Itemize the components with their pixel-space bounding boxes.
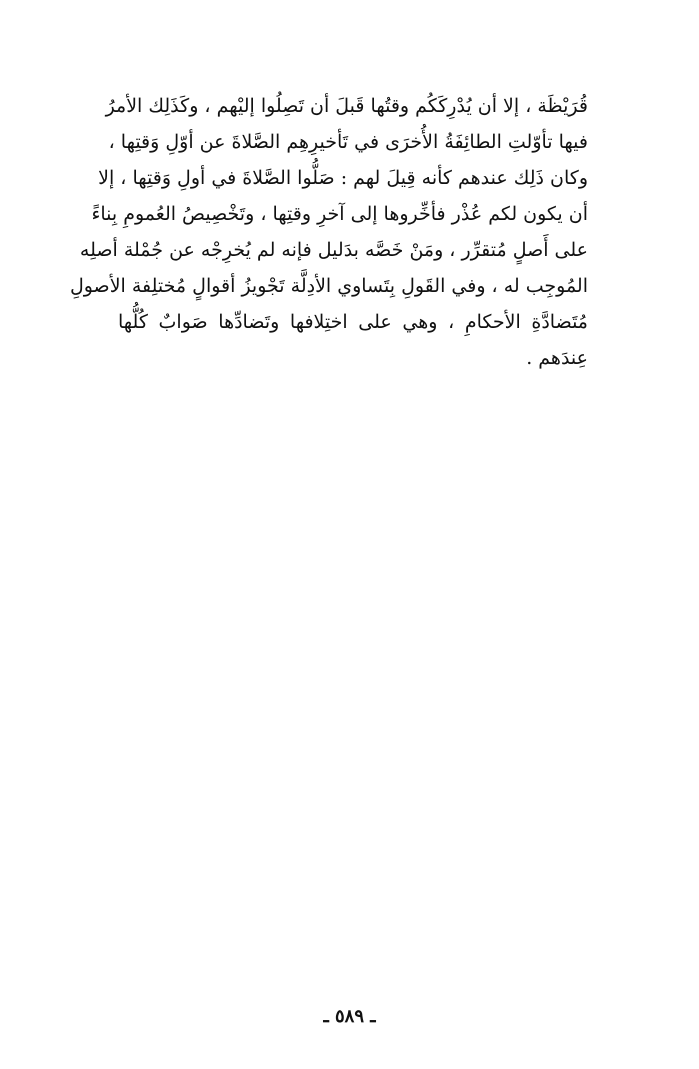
body-text [69, 88, 588, 376]
text-line: على أَصلٍ مُتقرِّر ، ومَنْ خَصَّه بدَليل فإنه لم يُخرِجْه عن جُمْلة أصلِه [79, 239, 588, 261]
page-number: ـ ٥٨٩ ـ [323, 1006, 376, 1027]
text-line: قُرَيْظَة ، إلا أن يُدْرِكَكُم وقتُها قَبلَ أن تَصِلُوا إليْهم ، وكَذَلِك الأمرُ [105, 95, 588, 117]
text-line: وكان ذَلِك عندهم كأنه قِيلَ لهم : صَلُّوا الصَّلاةَ في أولِ وَقتِها ، إلا [98, 167, 588, 189]
text-line: أن يكون لكم عُذْر فأخِّروها إلى آخرِ وقتِها ، وتَخْصِيصُ العُمومِ بِناءً [91, 203, 588, 225]
text-line: مُتَضادَّةِ الأحكامِ ، وهي على اختِلافها وتَضادِّها صَوابٌ كُلُّها [118, 311, 588, 333]
text-line: عِندَهم . [526, 347, 588, 369]
text-line: المُوجِب له ، وفي القَولِ بِتَساوي الأدِلَّة تَجْويزُ أقوالٍ مُختلِفة الأصولِ [69, 275, 588, 297]
text-line: فيها تأوّلتِ الطائِفَةُ الأُخرَى في تَأخيرِهِم الصَّلاةَ عن أوّلِ وَقتِها ، [108, 131, 588, 153]
